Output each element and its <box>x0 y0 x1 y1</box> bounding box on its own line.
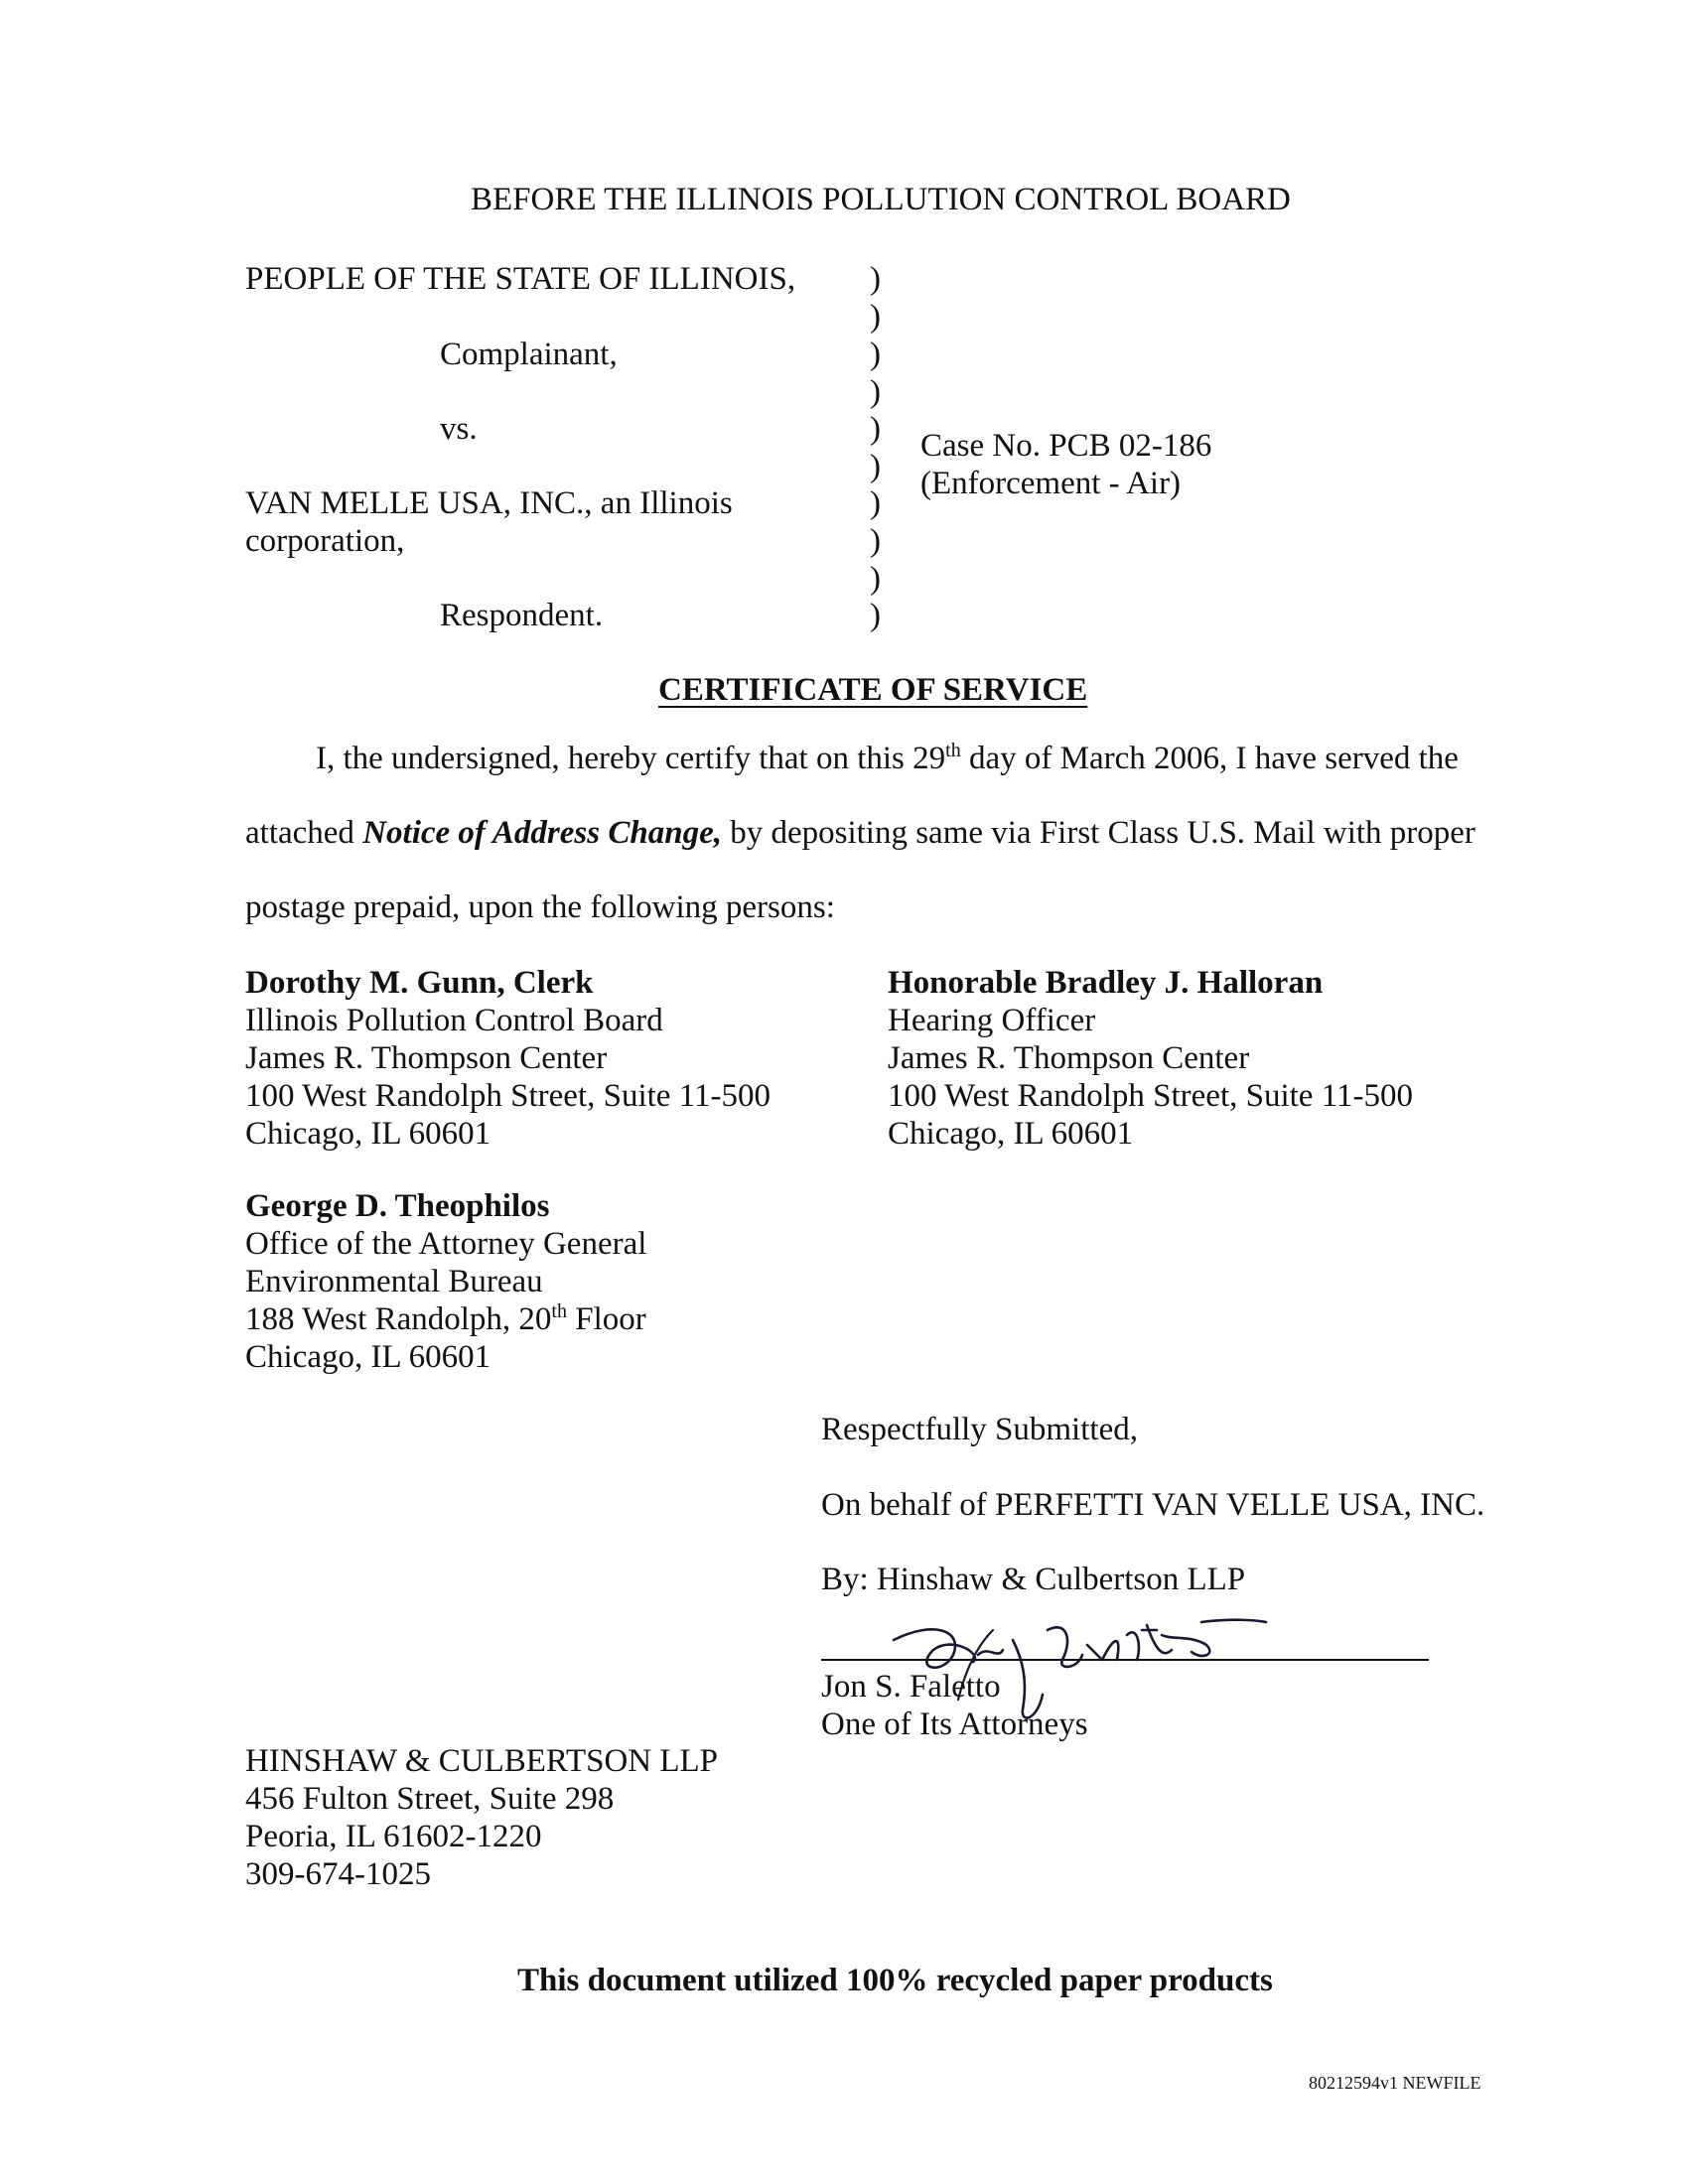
court-heading: BEFORE THE ILLINOIS POLLUTION CONTROL BOARD <box>471 182 1291 217</box>
firm-block <box>245 1742 718 1893</box>
cert-text: by depositing same via First Class U.S. Mail with proper <box>721 815 1475 851</box>
caption-paren: ) <box>870 299 881 335</box>
service-recipient-gunn <box>245 964 771 1153</box>
recipient-name: Dorothy M. Gunn, Clerk <box>245 965 594 1001</box>
caption-paren: ) <box>870 449 881 484</box>
versus: vs. <box>440 411 478 447</box>
case-number: Case No. PCB 02-186 <box>920 428 1212 464</box>
document-title: Notice of Address Change, <box>362 815 722 851</box>
service-recipient-theophilos <box>245 1187 646 1376</box>
ordinal-suffix: th <box>551 1300 567 1322</box>
caption-paren: ) <box>870 374 881 410</box>
signatory-name: Jon S. Faletto <box>821 1669 1001 1705</box>
caption-paren: ) <box>870 598 881 633</box>
cert-text: attached <box>245 815 363 851</box>
recipient-address-line: Hearing Officer <box>888 1003 1096 1038</box>
recycled-notice: This document utilized 100% recycled paper products <box>517 1963 1273 1998</box>
cert-text: day of March 2006, I have served the <box>960 741 1459 776</box>
firm-address-line: Peoria, IL 61602-1220 <box>245 1819 542 1854</box>
certification-line-1 <box>316 740 1459 777</box>
on-behalf-of: On behalf of PERFETTI VAN VELLE USA, INC. <box>821 1487 1485 1523</box>
respondent-party-line2: corporation, <box>245 523 405 559</box>
signatory-title: One of Its Attorneys <box>821 1706 1088 1742</box>
recipient-address-line: Environmental Bureau <box>245 1264 543 1299</box>
respectfully-submitted: Respectfully Submitted, <box>821 1412 1138 1447</box>
firm-address-line: 456 Fulton Street, Suite 298 <box>245 1781 615 1817</box>
recipient-address-line: 100 West Randolph Street, Suite 11-500 <box>888 1078 1413 1114</box>
recipient-address-line: 100 West Randolph Street, Suite 11-500 <box>245 1078 771 1114</box>
certification-line-2 <box>245 814 1475 852</box>
respondent-party-line1: VAN MELLE USA, INC., an Illinois <box>245 485 733 521</box>
service-recipient-halloran <box>888 964 1413 1153</box>
recipient-address-line: James R. Thompson Center <box>888 1040 1250 1076</box>
caption-paren: ) <box>870 485 881 521</box>
document-id: 80212594v1 NEWFILE <box>1309 2073 1481 2093</box>
certificate-title: CERTIFICATE OF SERVICE <box>658 672 1088 708</box>
caption-paren: ) <box>870 411 881 447</box>
caption-paren: ) <box>870 337 881 372</box>
recipient-address-line: Illinois Pollution Control Board <box>245 1003 663 1038</box>
recipient-address-line: James R. Thompson Center <box>245 1040 608 1076</box>
recipient-address-line: Chicago, IL 60601 <box>245 1339 491 1375</box>
caption-paren: ) <box>870 523 881 559</box>
cert-text: I, the undersigned, hereby certify that on this 29 <box>316 741 946 776</box>
case-type: (Enforcement - Air) <box>920 466 1182 501</box>
firm-phone: 309-674-1025 <box>245 1856 431 1892</box>
caption-paren: ) <box>870 261 881 297</box>
recipient-name: George D. Theophilos <box>245 1188 550 1224</box>
recipient-address-line <box>245 1300 646 1338</box>
caption-paren: ) <box>870 561 881 597</box>
recipient-name: Honorable Bradley J. Halloran <box>888 965 1324 1001</box>
address-text: 188 West Randolph, 20 <box>245 1301 552 1337</box>
by-firm: By: Hinshaw & Culbertson LLP <box>821 1562 1246 1597</box>
recipient-address-line: Chicago, IL 60601 <box>245 1116 491 1152</box>
ordinal-suffix: th <box>945 740 961 761</box>
complainant-role: Complainant, <box>440 337 618 372</box>
complainant-party: PEOPLE OF THE STATE OF ILLINOIS, <box>245 261 796 297</box>
respondent-role: Respondent. <box>440 598 604 633</box>
firm-name: HINSHAW & CULBERTSON LLP <box>245 1743 719 1779</box>
recipient-address-line: Office of the Attorney General <box>245 1226 647 1262</box>
certification-line-3: postage prepaid, upon the following persons: <box>245 889 835 925</box>
address-text: Floor <box>566 1301 646 1337</box>
recipient-address-line: Chicago, IL 60601 <box>888 1116 1134 1152</box>
